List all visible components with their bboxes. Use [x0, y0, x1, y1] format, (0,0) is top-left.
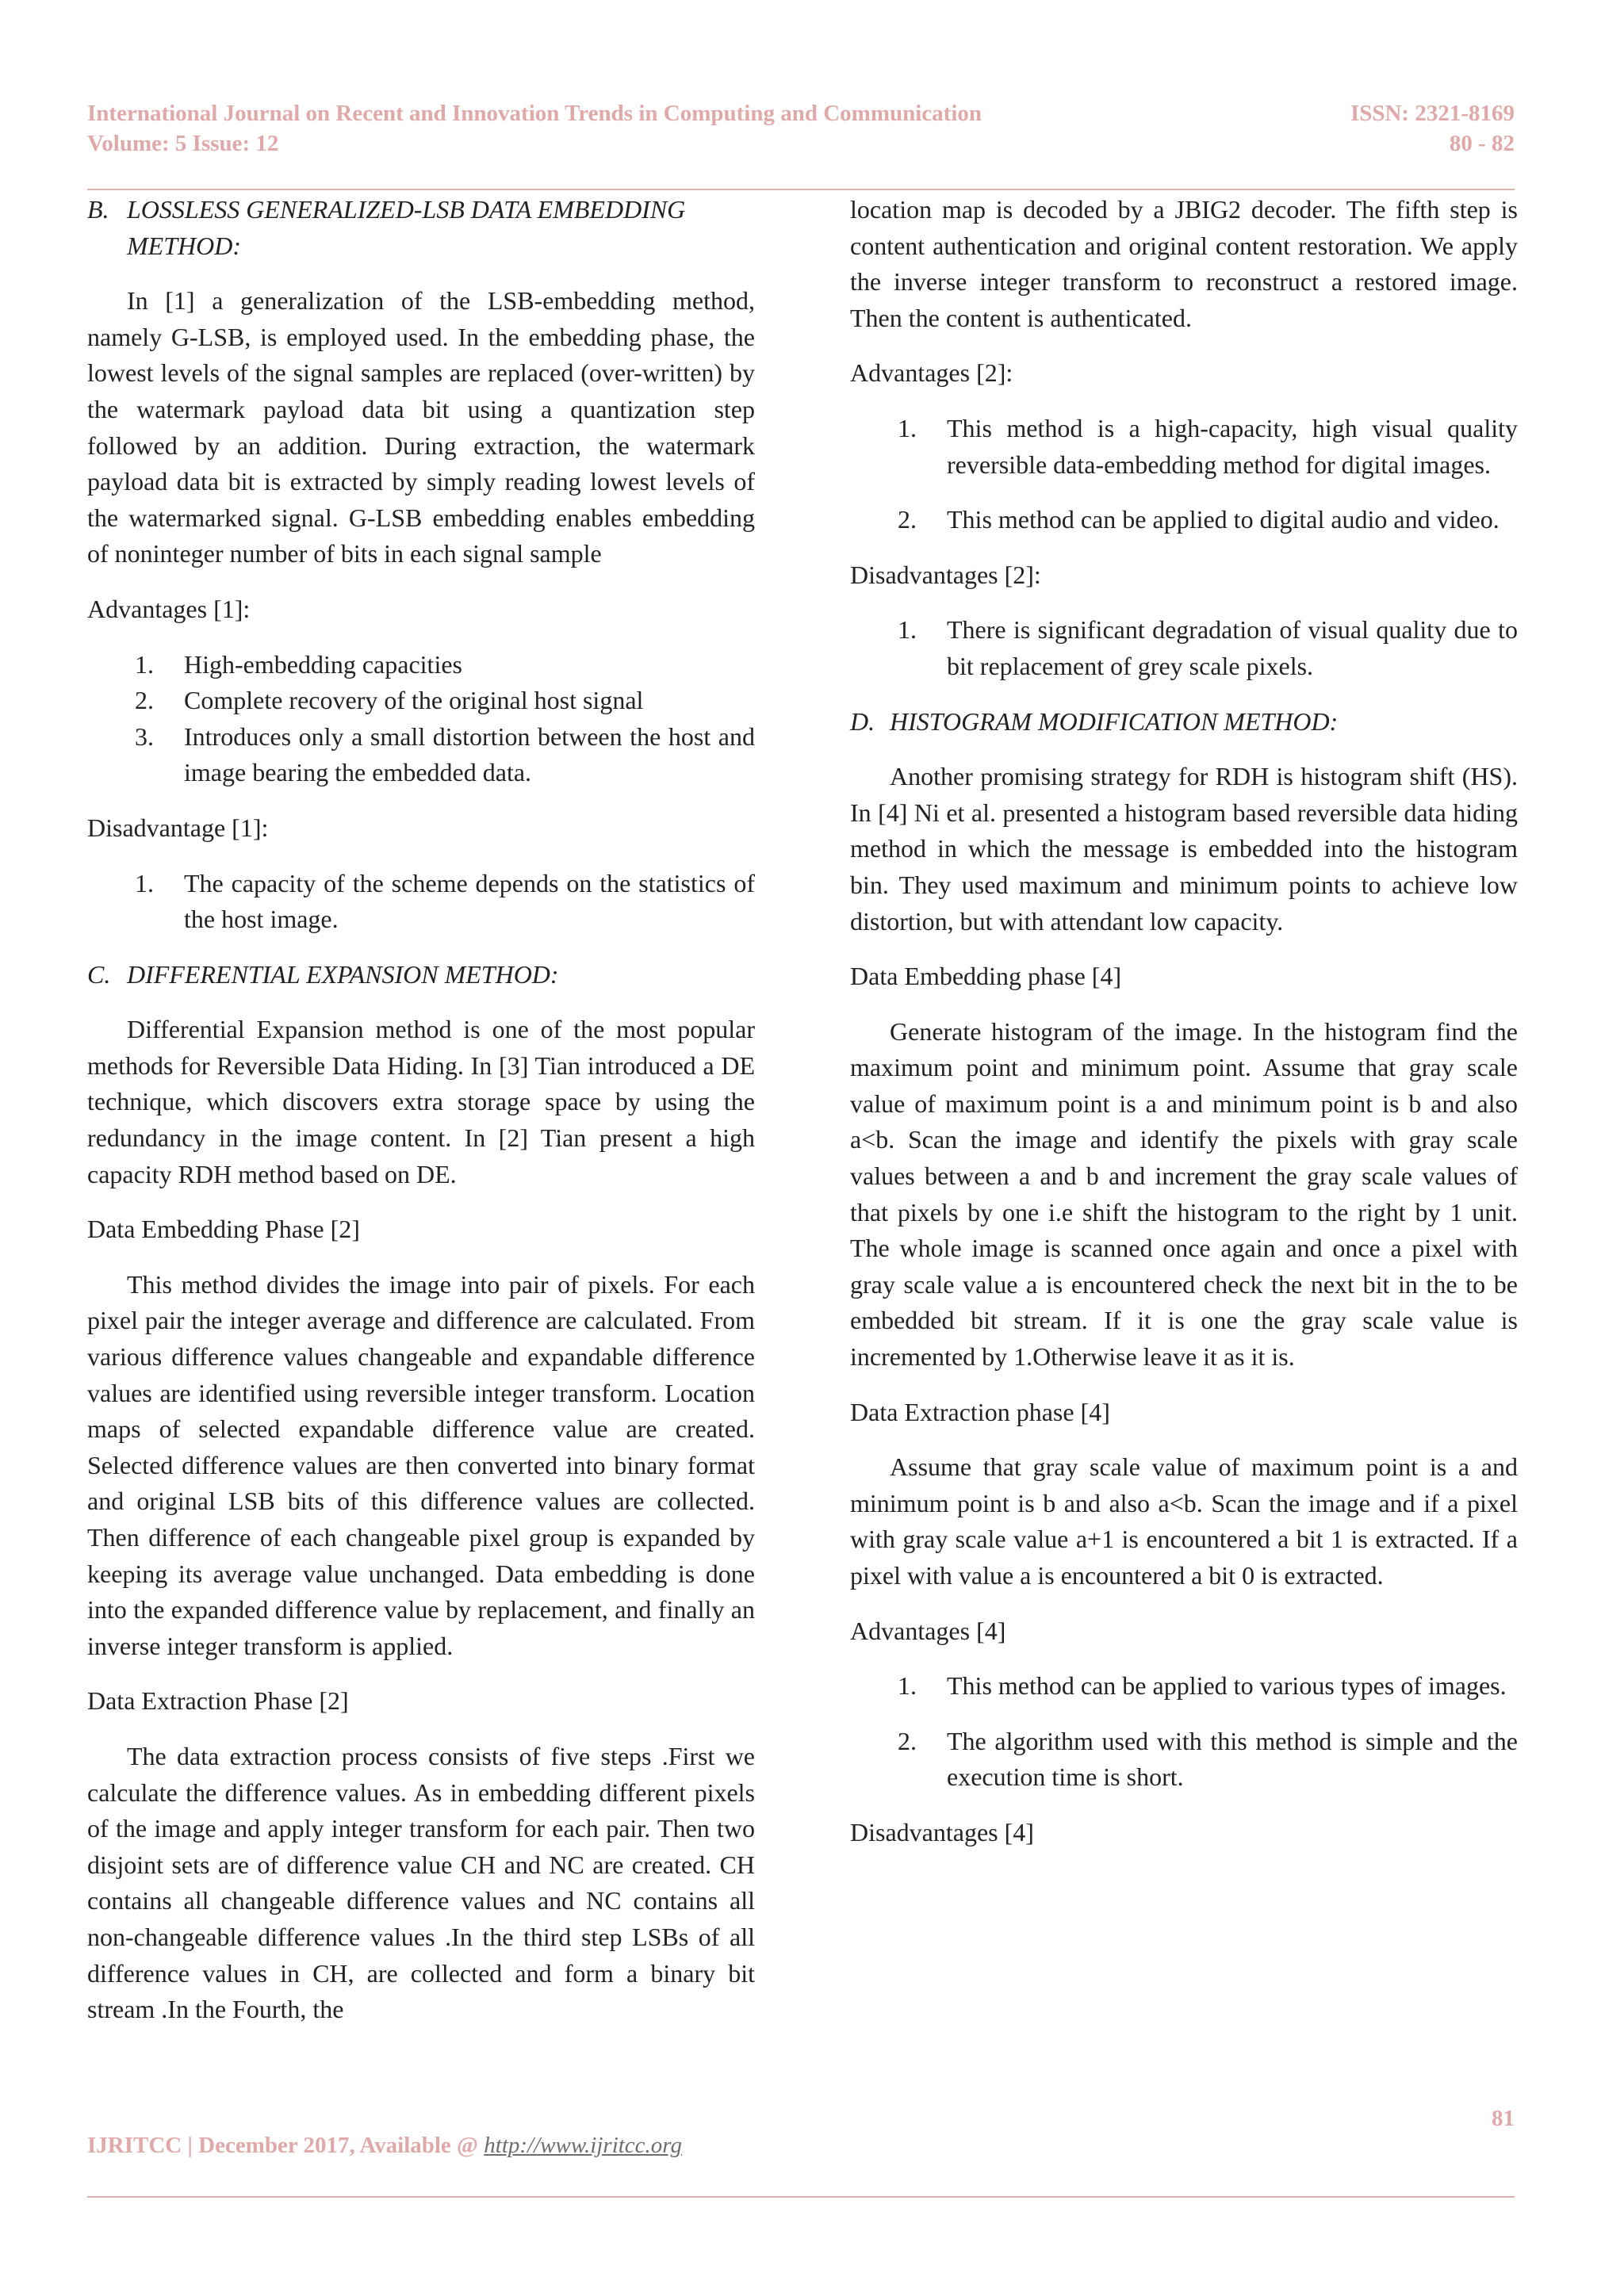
- list-advantages-4: [850, 1668, 1518, 1796]
- list-number: 2.: [898, 1726, 917, 1755]
- list-item: [850, 411, 1518, 483]
- issn: ISSN: 2321-8169: [1350, 101, 1515, 126]
- paragraph: In [1] a generalization of the LSB-embedding method, namely G-LSB, is employed used. In the embedding phase, the lowest levels of the signal samples are replaced (over-written) by the watermark payload data bit using a quantization step followed by an addition. During extraction, the watermark payload data bit is extracted by simply reading lowest levels of the watermarked signal. G-LSB embedding enables embedding of noninteger number of bits in each signal sample: [87, 286, 755, 568]
- volume-issue: Volume: 5 Issue: 12: [87, 131, 279, 156]
- paragraph: Another promising strategy for RDH is histogram shift (HS). In [4] Ni et al. presented a histogram based reversible data hiding method in which the message is embedded into the histogram bin. They used maximum and minimum points to achieve low distortion, but with attendant low capacity.: [850, 762, 1518, 936]
- page-number: 81: [1492, 2106, 1515, 2131]
- list-item: [87, 647, 755, 683]
- list-text: Introduces only a small distortion between the host and image bearing the embedded data.: [184, 721, 755, 787]
- list-text: Complete recovery of the original host signal: [184, 686, 644, 715]
- list-number: 2.: [898, 505, 917, 534]
- footer-rule: [87, 2196, 1515, 2198]
- paragraph: Assume that gray scale value of maximum point is a and minimum point is b and also a<b. Scan the image and if a pixel with gray scale value a+1 is encountered a bit 1 is extracted. If a pixel with value a is encountered a bit 0 is extracted.: [850, 1452, 1518, 1590]
- list-advantages-2: [850, 411, 1518, 538]
- section-heading-d: [850, 704, 1518, 740]
- list-number: 1.: [135, 868, 154, 897]
- journal-link[interactable]: http://www.ijritcc.org: [484, 2133, 683, 2158]
- list-number: 1.: [898, 1671, 917, 1701]
- subheading: Data Embedding phase [4]: [850, 962, 1122, 991]
- journal-name: International Journal on Recent and Innovation Trends in Computing and Communication: [87, 101, 982, 126]
- subheading: Disadvantage [1]:: [87, 813, 269, 842]
- right-column: [850, 192, 1518, 1870]
- list-text: High-embedding capacities: [184, 649, 462, 679]
- section-letter: C.: [87, 959, 111, 989]
- left-column: [87, 192, 755, 2047]
- subheading: Data Embedding Phase [2]: [87, 1215, 360, 1244]
- list-item: [850, 1724, 1518, 1796]
- page-range: 80 - 82: [1449, 131, 1515, 156]
- subheading: Disadvantages [2]:: [850, 560, 1041, 589]
- list-item: [87, 719, 755, 791]
- section-letter: D.: [850, 706, 875, 736]
- list-number: 1.: [135, 649, 154, 679]
- list-disadvantage-1: [87, 866, 755, 938]
- section-heading-b: [87, 192, 755, 264]
- list-number: 1.: [898, 413, 917, 442]
- subheading: Advantages [4]: [850, 1616, 1006, 1645]
- list-item: [87, 683, 755, 719]
- paragraph: location map is decoded by a JBIG2 decoder. The fifth step is content authentication and original content restoration. We apply the inverse integer transform to reconstruct a restored image. Then the content is authenticated.: [850, 195, 1518, 332]
- list-item: [850, 612, 1518, 684]
- paragraph: This method divides the image into pair of pixels. For each pixel pair the integer average and difference are calculated. From various difference values changeable and expandable difference values are identified using reversible integer transform. Location maps of selected expandable difference value are created. Selected difference values are then converted into binary format and original LSB bits of this difference values are collected. Then difference of each changeable pixel group is expanded by keeping its average value unchanged. Data embedding is done into the expanded difference value by replacement, and finally an inverse integer transform is applied.: [87, 1269, 755, 1660]
- list-disadvantages-2: [850, 612, 1518, 684]
- subheading: Advantages [2]:: [850, 358, 1013, 388]
- list-item: [87, 866, 755, 938]
- list-item: [850, 1668, 1518, 1705]
- section-title: HISTOGRAM MODIFICATION METHOD:: [890, 706, 1339, 736]
- section-title: LOSSLESS GENERALIZED-LSB DATA EMBEDDING METHOD:: [127, 195, 686, 260]
- list-text: This method can be applied to digital audio and video.: [947, 505, 1500, 534]
- list-text: This method is a high-capacity, high visual quality reversible data-embedding method for digital images.: [947, 413, 1518, 479]
- list-advantages-1: [87, 647, 755, 791]
- paragraph: Differential Expansion method is one of the most popular methods for Reversible Data Hiding. In [3] Tian introduced a DE technique, which discovers extra storage space by using the redundancy in the image content. In [2] Tian present a high capacity RDH method based on DE.: [87, 1015, 755, 1188]
- paragraph: Generate histogram of the image. In the histogram find the maximum point and minimum point. Assume that gray scale value of maximum point is a and minimum point is b and also a<b. Scan the image and identify the pixels with gray scale values between a and b and increment the gray scale values of that pixels by one i.e shift the histogram to the right by 1 unit. The whole image is scanned once again and once a pixel with gray scale value a is encountered check the next bit in the to be embedded bit stream. If it is one the gray scale value is incremented by 1.Otherwise leave it as it is.: [850, 1016, 1518, 1372]
- subheading: Data Extraction Phase [2]: [87, 1686, 349, 1716]
- list-text: There is significant degradation of visual quality due to bit replacement of grey scale pixels.: [947, 615, 1518, 680]
- list-number: 3.: [135, 721, 154, 751]
- footer: [87, 2133, 682, 2159]
- list-item: [850, 502, 1518, 538]
- header-rule: [87, 189, 1515, 190]
- section-heading-c: [87, 957, 755, 993]
- list-text: The algorithm used with this method is simple and the execution time is short.: [947, 1726, 1518, 1792]
- header-left: [87, 98, 982, 159]
- subheading: Advantages [1]:: [87, 594, 251, 623]
- list-text: The capacity of the scheme depends on the statistics of the host image.: [184, 868, 755, 934]
- section-letter: B.: [87, 195, 109, 224]
- header-right: [1350, 98, 1515, 159]
- section-title: DIFFERENTIAL EXPANSION METHOD:: [127, 959, 559, 989]
- paragraph: The data extraction process consists of five steps .First we calculate the difference values. As in embedding different pixels of the image and apply integer transform for each pair. Then two disjoint sets are of difference value CH and NC are created. CH contains all changeable difference values and NC contains all non-changeable difference values .In the third step LSBs of all difference values in CH, are collected and form a binary bit stream .In the Fourth, the: [87, 1741, 755, 2024]
- footer-text: IJRITCC | December 2017, Available @: [87, 2133, 485, 2158]
- list-text: This method can be applied to various types of images.: [947, 1671, 1507, 1701]
- subheading: Disadvantages [4]: [850, 1817, 1034, 1846]
- subheading: Data Extraction phase [4]: [850, 1397, 1110, 1426]
- list-number: 2.: [135, 686, 154, 715]
- list-number: 1.: [898, 615, 917, 645]
